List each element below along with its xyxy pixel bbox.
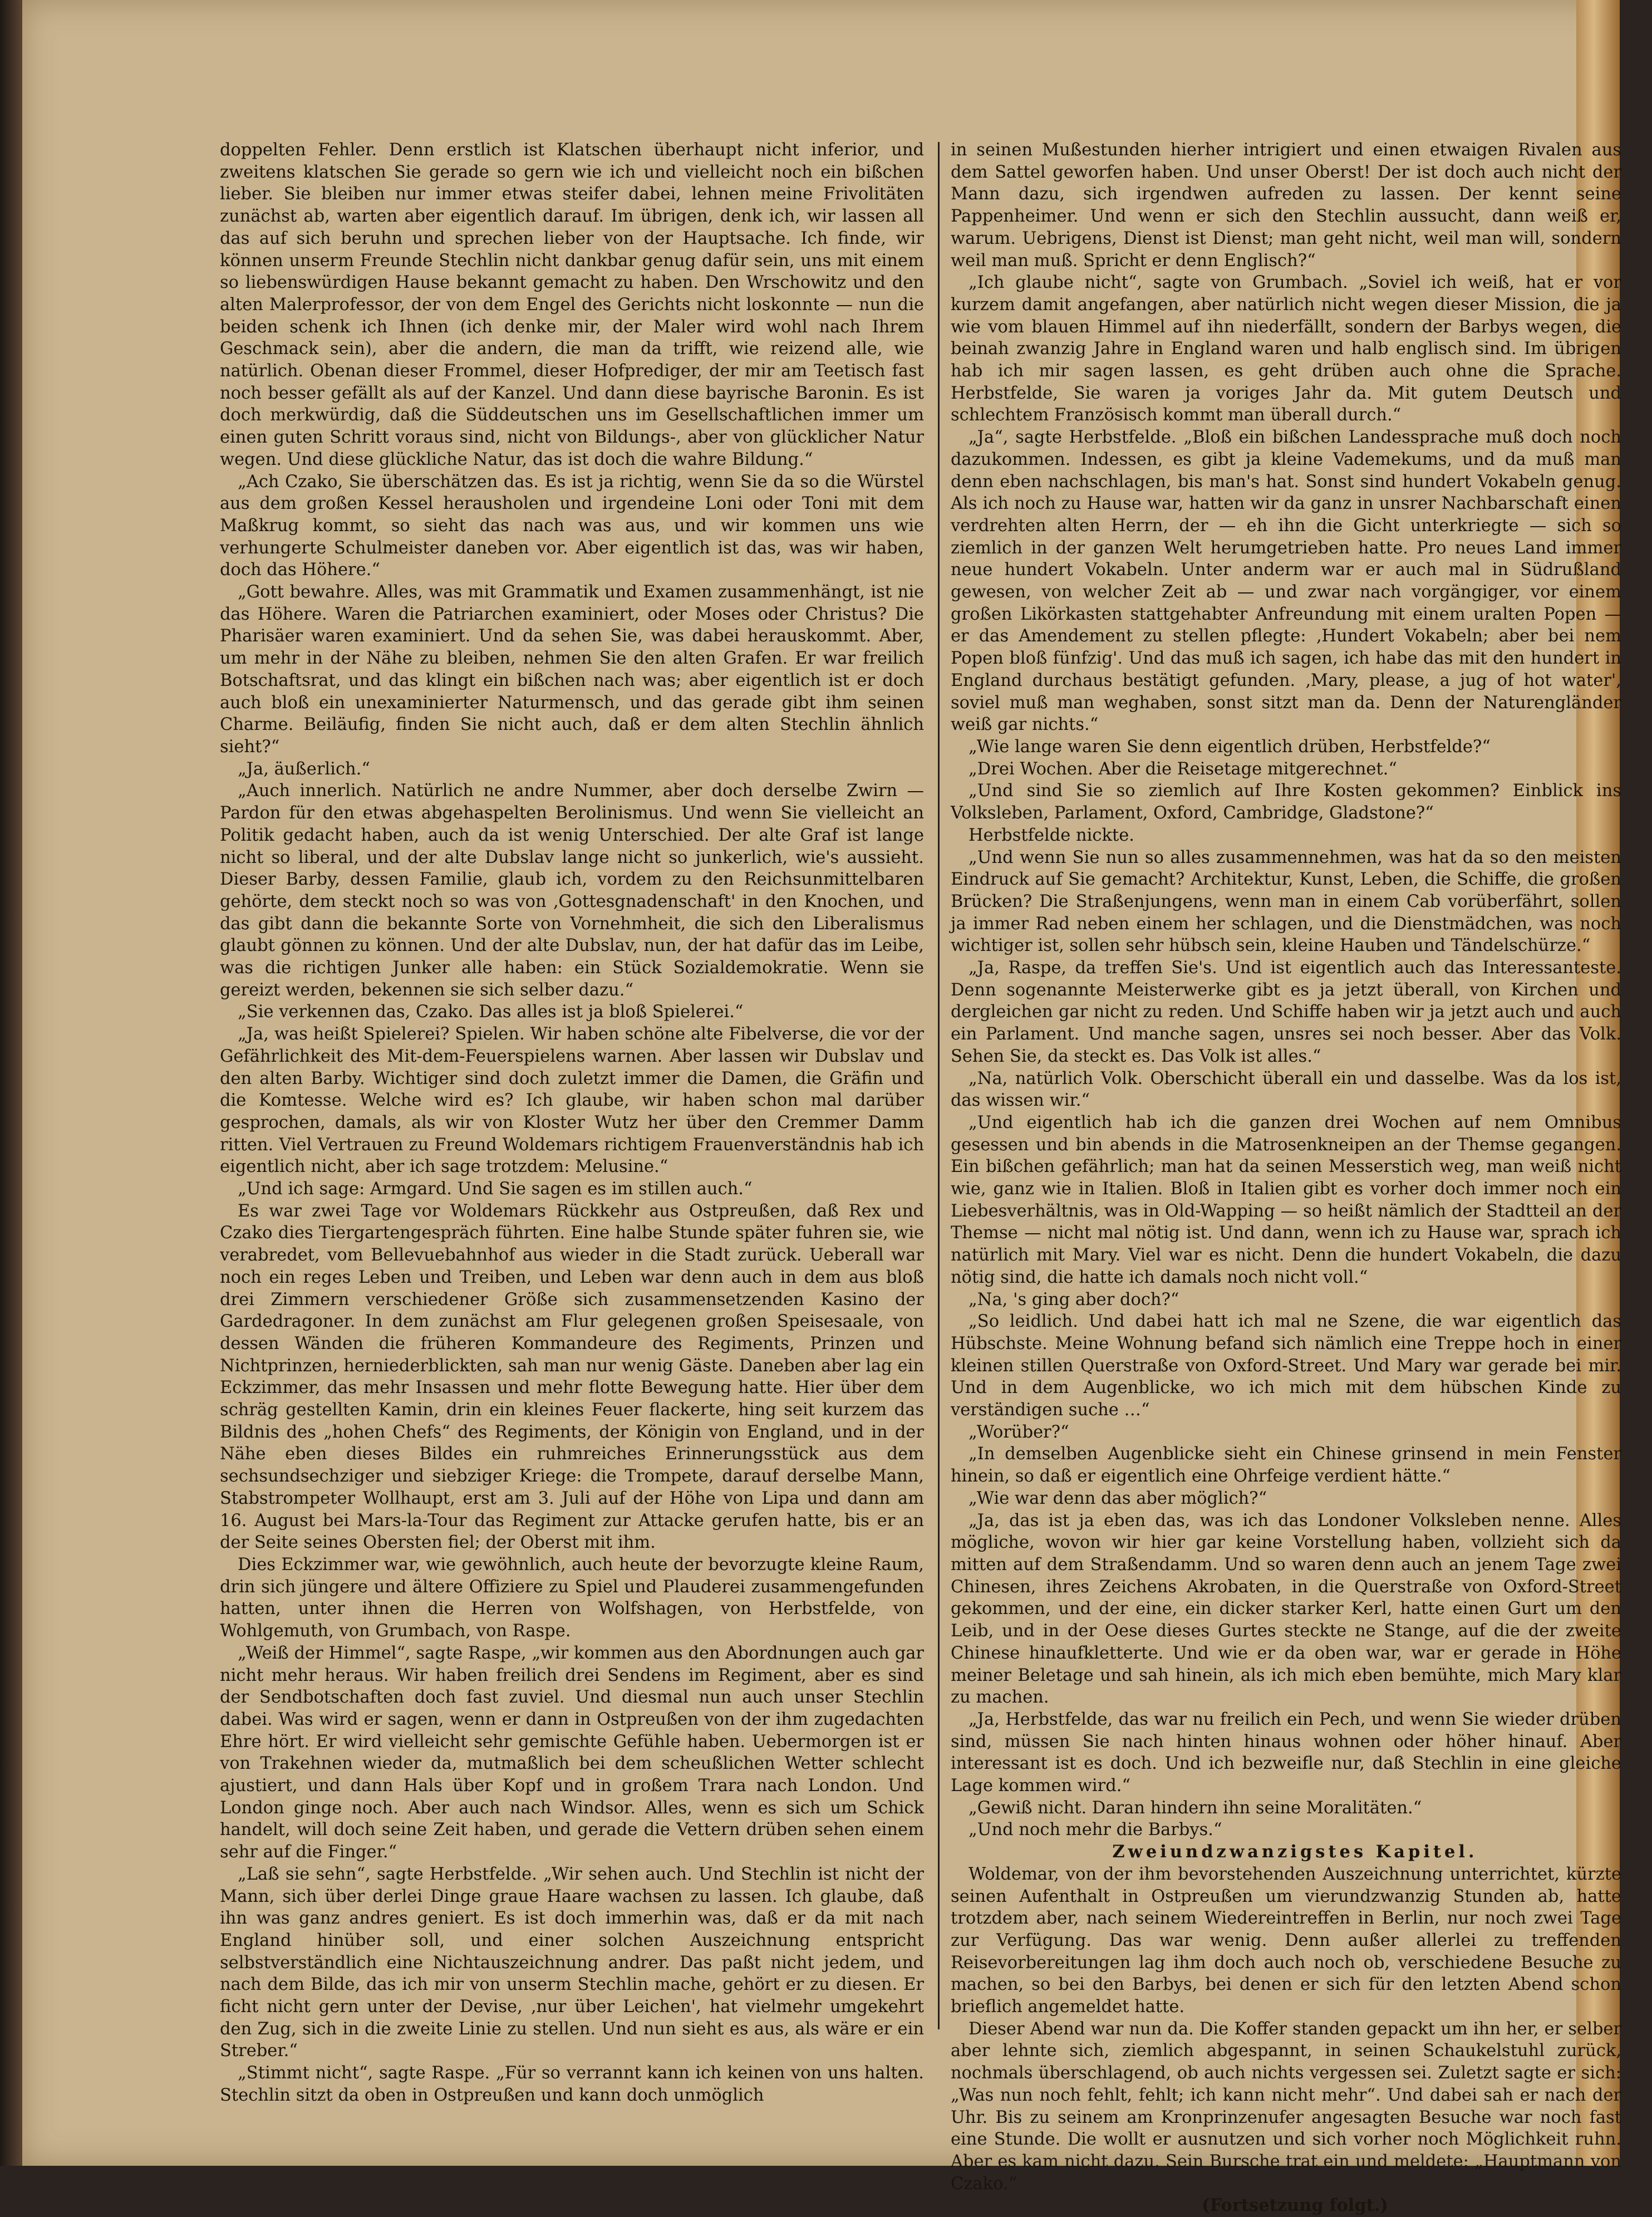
paragraph: doppelten Fehler. Denn erstlich ist Klatschen überhaupt nicht inferior, und zweitens klatschen Sie gerade so gern wie ich und vielleicht noch ein bißchen lieber. Sie bleiben nur immer etwas steifer dabei, lehnen meine Frivolitäten zunächst ab, warten aber eigentlich darauf. Im übrigen, denk ich, wir lassen all das auf sich beruhn und sprechen lieber von der Hauptsache. Ich finde, wir können unserm Freunde Stechlin nicht dankbar genug dafür sein, uns mit einem so liebenswürdigen Hause bekannt gemacht zu haben. Den Wrschowitz und den alten Malerprofessor, der von dem Engel des Gerichts nicht loskonnte — nun die beiden schenk ich Ihnen (ich denke mir, der Maler wird wohl nach Ihrem Geschmack sein), aber die andern, die man da trifft, wie reizend alle, wie natürlich. Obenan dieser Frommel, dieser Hofprediger, der mir am Teetisch fast noch besser gefällt als auf der Kanzel. Und dann diese bayrische Baronin. Es ist doch merkwürdig, daß die Süddeutschen uns im Gesellschaftlichen immer um einen guten Schritt voraus sind, nicht von Bildungs-, aber von glücklicher Natur wegen. Und diese glückliche Natur, das ist doch die wahre Bildung.“: [220, 140, 924, 469]
paragraph: „In demselben Augenblicke sieht ein Chinese grinsend in mein Fenster hinein, so daß er eigentlich eine Ohrfeige verdient hätte.“: [951, 1444, 1621, 1487]
paragraph: „Gott bewahre. Alles, was mit Grammatik und Examen zusammenhängt, ist nie das Höhere. Waren die Patriarchen examiniert, oder Moses oder Christus? Die Pharisäer waren examiniert. Und da sehen Sie, was dabei herauskommt. Aber, um mehr in der Nähe zu bleiben, nehmen Sie den alten Grafen. Er war freilich Botschaftsrat, und das klingt ein bißchen nach was; aber eigentlich ist er doch auch bloß ein unexaminierter Naturmensch, und das gerade gibt ihm seinen Charme. Beiläufig, finden Sie nicht auch, daß er dem alten Stechlin ähnlich sieht?“: [220, 582, 924, 757]
paragraph: „Na, 's ging aber doch?“: [968, 1289, 1179, 1309]
paragraph: Herbstfelde nickte.: [968, 825, 1134, 845]
paragraph: „Ja, was heißt Spielerei? Spielen. Wir haben schöne alte Fibelverse, die vor der Gefährlichkeit des Mit-dem-Feuerspielens warnen. Aber lassen wir Dubslav und den alten Barby. Wichtiger sind doch zuletzt immer die Damen, die Gräfin und die Komtesse. Welche wird es? Ich glaube, wir haben schon mal darüber gesprochen, damals, als wir von Kloster Wutz her über den Cremmer Damm ritten. Viel Vertrauen zu Freund Woldemars richtigem Frauenverständnis hab ich eigentlich nicht, aber ich sage trotzdem: Melusine.“: [220, 1024, 924, 1177]
paragraph: „Ja, Herbstfelde, das war nu freilich ein Pech, und wenn Sie wieder drüben sind, müssen Sie nach hinten hinaus wohnen oder höher hinauf. Aber interessant ist es doch. Und ich bezweifle nur, daß Stechlin in eine gleiche Lage kommen wird.“: [951, 1709, 1621, 1796]
paragraph: „Na, natürlich Volk. Oberschicht überall ein und dasselbe. Was da los ist, das wissen wir.“: [951, 1068, 1621, 1111]
paragraph: Es war zwei Tage vor Woldemars Rückkehr aus Ostpreußen, daß Rex und Czako dies Tiergartengespräch führten. Eine halbe Stunde später fuhren sie, wie verabredet, vom Bellevuebahnhof aus wieder in die Stadt zurück. Ueberall war noch ein reges Leben und Treiben, und Leben war denn auch in dem aus bloß drei Zimmern verschiedener Größe sich zusammensetzenden Kasino der Gardedragoner. In dem zunächst am Flur gelegenen großen Speisesaale, von dessen Wänden die früheren Kommandeure des Regiments, Prinzen und Nichtprinzen, herniederblickten, sah man nur wenig Gäste. Daneben aber lag ein Eckzimmer, das mehr Insassen und mehr flotte Bewegung hatte. Hier über dem schräg gestellten Kamin, drin ein kleines Feuer flackerte, hing seit kurzem das Bildnis des „hohen Chefs“ des Regiments, der Königin von England, und in der Nähe eben dieses Bildes ein ruhmreiches Erinnerungsstück aus dem sechsundsechziger und siebziger Kriege: die Trompete, darauf derselbe Mann, Stabstrompeter Wollhaupt, erst am 3. Juli auf der Höhe von Lipa und dann am 16. August bei Mars-la-Tour das Regiment zur Attacke gerufen hatte, bis er an der Seite seines Obersten fiel; der Oberst mit ihm.: [220, 1201, 924, 1553]
paragraph: „Gewiß nicht. Daran hindern ihn seine Moralitäten.“: [968, 1798, 1422, 1818]
paragraph: „Auch innerlich. Natürlich ne andre Nummer, aber doch derselbe Zwirn — Pardon für den etwas abgehaspelten Berolinismus. Und wenn Sie vielleicht an Politik gedacht haben, auch da ist wenig Unterschied. Der alte Graf ist lange nicht so liberal, und der alte Dubslav lange nicht so junkerlich, wie's aussieht. Dieser Barby, dessen Familie, glaub ich, vordem zu den Reichsunmittelbaren gehörte, dem steckt noch so was von ‚Gottesgnadenschaft' in den Knochen, und das gibt dann die bekannte Sorte von Vornehmheit, die sich den Liberalismus glaubt gönnen zu können. Und der alte Dubslav, nun, der hat dafür das im Leibe, was die richtigen Junker alle haben: ein Stück Sozialdemokratie. Wenn sie gereizt werden, bekennen sie sich selber dazu.“: [220, 781, 924, 1000]
paragraph: Dieser Abend war nun da. Die Koffer standen gepackt um ihn her, er selber aber lehnte sich, ziemlich abgespannt, in seinen Schaukelstuhl zurück, nochmals überschlagend, ob auch nichts vergessen sei. Zuletzt sagte er sich: „Was nun noch fehlt, fehlt; ich kann nicht mehr“. Und dabei sah er nach der Uhr. Bis zu seinem am Kronprinzenufer angesagten Besuche war noch fast eine Stunde. Die wollt er ausnutzen und sich vorher noch Möglichkeit ruhn. Aber es kam nicht dazu. Sein Bursche trat ein und meldete: „Hauptmann von Czako.“: [951, 2019, 1621, 2194]
chapter-heading: Zweiundzwanzigstes Kapitel.: [1112, 1842, 1478, 1862]
right-text-column: [951, 139, 1621, 2216]
paragraph: „Drei Wochen. Aber die Reisetage mitgerechnet.“: [968, 759, 1397, 779]
paragraph: „Und ich sage: Armgard. Und Sie sagen es im stillen auch.“: [238, 1179, 753, 1199]
paragraph: „Wie lange waren Sie denn eigentlich drüben, Herbstfelde?“: [968, 737, 1491, 757]
paragraph: „Und sind Sie so ziemlich auf Ihre Kosten gekommen? Einblick ins Volksleben, Parlament, Oxford, Cambridge, Gladstone?“: [951, 781, 1621, 823]
paragraph: Woldemar, von der ihm bevorstehenden Auszeichnung unterrichtet, kürzte seinen Aufenthalt in Ostpreußen um vierundzwanzig Stunden ab, hatte trotzdem aber, nach seinem Wiedereintreffen in Berlin, nur noch zwei Tage zur Verfügung. Das war wenig. Denn außer allerlei zu treffenden Reisevorbereitungen lag ihm doch auch noch ob, verschiedene Besuche zu machen, so bei den Barbys, bei denen er sich für den letzten Abend schon brieflich angemeldet hatte.: [951, 1864, 1621, 2017]
paragraph: „Wie war denn das aber möglich?“: [968, 1488, 1267, 1508]
left-text-column: [220, 139, 924, 2132]
paragraph: „Laß sie sehn“, sagte Herbstfelde. „Wir sehen auch. Und Stechlin ist nicht der Mann, sich über derlei Dinge graue Haare wachsen zu lassen. Ich glaube, daß ihn was ganz andres geniert. Es ist doch immerhin was, daß er da mit nach England hinüber soll, und einer solchen Auszeichnung entspricht selbstverständlich eine Nichtauszeichnung andrer. Das paßt nicht jedem, und nach dem Bilde, das ich mir von unserm Stechlin mache, gehört er zu diesen. Er ficht nicht gern unter der Devise, ‚nur über Leichen', hat vielmehr umgekehrt den Zug, sich in die zweite Linie zu stellen. Und nun sieht es aus, als wäre er ein Streber.“: [220, 1864, 924, 2061]
paragraph: „Ja“, sagte Herbstfelde. „Bloß ein bißchen Landessprache muß doch noch dazukommen. Indessen, es gibt ja kleine Vademekums, und da muß man denn eben nachschlagen, bis man's hat. Sonst sind hundert Vokabeln genug. Als ich noch zu Hause war, hatten wir da ganz in unsrer Nachbarschaft einen verdrehten alten Herrn, der — eh ihn die Gicht unterkriegte — sich so ziemlich in der ganzen Welt herumgetrieben hatte. Pro neues Land immer neue hundert Vokabeln. Unter anderm war er auch mal in Südrußland gewesen, von welcher Zeit ab — und zwar nach vorgängiger, vor einem großen Likörkasten stattgehabter Anfreundung mit einem uralten Popen — er das Amendement zu stellen pflegte: ‚Hundert Vokabeln; aber bei nem Popen bloß fünfzig'. Und das muß ich sagen, ich habe das mit den hundert in England durchaus bestätigt gefunden. ‚Mary, please, a jug of hot water', soviel muß man weghaben, sonst sitzt man da. Denn der Naturengländer weiß gar nichts.“: [951, 428, 1621, 735]
paragraph: „So leidlich. Und dabei hatt ich mal ne Szene, die war eigentlich das Hübschste. Meine Wohnung befand sich nämlich eine Treppe hoch in einer kleinen stillen Querstraße von Oxford-Street. Und Mary war gerade bei mir. Und in dem Augenblicke, wo ich mich mit dem hübschen Kinde zu verständigen suche …“: [951, 1312, 1621, 1420]
paragraph: „Ja, das ist ja eben das, was ich das Londoner Volksleben nenne. Alles mögliche, wovon wir hier gar keine Vorstellung haben, vollzieht sich da mitten auf dem Straßendamm. Und so waren denn auch an jenem Tage zwei Chinesen, ihres Zeichens Akrobaten, in die Querstraße von Oxford-Street gekommen, und der eine, ein dicker starker Kerl, hatte einen Gurt um den Leib, und in der Oese dieses Gurtes steckte ne Stange, auf die der zweite Chinese hinaufkletterte. Und wie er da oben war, war er gerade in Höhe meiner Beletage und sah hinein, als ich mich eben bemühte, mich Mary klar zu machen.: [951, 1510, 1621, 1708]
paragraph: „Weiß der Himmel“, sagte Raspe, „wir kommen aus den Abordnungen auch gar nicht mehr heraus. Wir haben freilich drei Sendens im Regiment, aber es sind der Sendbotschaften doch fast zuviel. Und diesmal nun auch unser Stechlin dabei. Was wird er sagen, wenn er dann in Ostpreußen von der ihm zugedachten Ehre hört. Er wird vielleicht sehr gemischte Gefühle haben. Uebermorgen ist er von Trakehnen wieder da, mutmaßlich bei dem scheußlichen Wetter schlecht ajustiert, und dann Hals über Kopf und in großem Trara nach London. Und London ginge noch. Aber auch nach Windsor. Alles, wenn es sich um Schick handelt, will doch seine Zeit haben, und gerade die Vettern drüben sehen einem sehr auf die Finger.“: [220, 1643, 924, 1862]
paragraph: „Ich glaube nicht“, sagte von Grumbach. „Soviel ich weiß, hat er vor kurzem damit angefangen, aber natürlich nicht wegen dieser Mission, die ja wie vom blauen Himmel auf ihn niederfällt, sondern der Barbys wegen, die beinah zwanzig Jahre in England waren und halb englisch sind. Im übrigen hab ich mir sagen lassen, es geht drüben auch ohne die Sprache. Herbstfelde, Sie waren ja voriges Jahr da. Mit gutem Deutsch und schlechtem Französisch kommt man überall durch.“: [951, 273, 1621, 425]
paragraph: „Sie verkennen das, Czako. Das alles ist ja bloß Spielerei.“: [238, 1002, 744, 1022]
column-divider: [938, 142, 940, 2029]
paragraph: in seinen Mußestunden hierher intrigiert und einen etwaigen Rivalen aus dem Sattel geworfen haben. Und unser Oberst! Der ist doch auch nicht der Mann dazu, sich irgendwen aufreden zu lassen. Der kennt seine Pappenheimer. Und wenn er sich den Stechlin aussucht, dann weiß er, warum. Uebrigens, Dienst ist Dienst; man geht nicht, weil man will, sondern weil man muß. Spricht er denn Englisch?“: [951, 140, 1621, 271]
paragraph: „Ach Czako, Sie überschätzen das. Es ist ja richtig, wenn Sie da so die Würstel aus dem großen Kessel herausholen und irgendeine Loni oder Toni mit dem Maßkrug kommt, so sieht das nach was aus, und wir kommen uns wie verhungerte Schulmeister daneben vor. Aber eigentlich ist das, was wir haben, doch das Höhere.“: [220, 472, 924, 580]
paragraph: „Und wenn Sie nun so alles zusammennehmen, was hat da so den meisten Eindruck auf Sie gemacht? Architektur, Kunst, Leben, die Schiffe, die großen Brücken? Die Straßenjungens, wenn man in einem Cab vorüberfährt, sollen ja immer Rad neben einem her schlagen, und die Dienstmädchen, was noch wichtiger ist, sollen sehr hübsch sein, kleine Hauben und Tändelschürze.“: [951, 847, 1621, 956]
paragraph: „Ja, Raspe, da treffen Sie's. Und ist eigentlich auch das Interessanteste. Denn sogenannte Meisterwerke gibt es ja jetzt überall, von Kirchen und dergleichen gar nicht zu reden. Und Schiffe haben wir ja jetzt auch und auch ein Parlament. Und manche sagen, unsres sei noch besser. Aber das Volk. Sehen Sie, da steckt es. Das Volk ist alles.“: [951, 958, 1621, 1066]
continuation-note: (Fortsetzung folgt.): [1202, 2195, 1388, 2216]
paragraph: „Und noch mehr die Barbys.“: [968, 1820, 1222, 1840]
paragraph: „Worüber?“: [968, 1422, 1069, 1442]
paragraph: „Und eigentlich hab ich die ganzen drei Wochen auf nem Omnibus gesessen und bin abends in die Matrosenkneipen an der Themse gegangen. Ein bißchen gefährlich; man hat da seinen Messerstich weg, man weiß nicht wie, ganz wie in Italien. Bloß in Italien gibt es vorher doch immer noch ein Liebesverhältnis, was in Old-Wapping — so heißt nämlich der Stadtteil an der Themse — nicht mal nötig ist. Und dann, wenn ich zu Hause war, sprach ich natürlich mit Mary. Viel war es nicht. Denn die hundert Vokabeln, die dazu nötig sind, die hatte ich damals noch nicht voll.“: [951, 1112, 1621, 1287]
paragraph: Dies Eckzimmer war, wie gewöhnlich, auch heute der bevorzugte kleine Raum, drin sich jüngere und ältere Offiziere zu Spiel und Plauderei zusammengefunden hatten, unter ihnen die Herren von Wolfshagen, von Herbstfelde, von Wohlgemuth, von Grumbach, von Raspe.: [220, 1555, 924, 1641]
paragraph: „Stimmt nicht“, sagte Raspe. „Für so verrannt kann ich keinen von uns halten. Stechlin sitzt da oben in Ostpreußen und kann doch unmöglich: [220, 2063, 924, 2105]
book-binding-edge: [0, 0, 22, 2166]
paragraph: „Ja, äußerlich.“: [238, 759, 370, 779]
